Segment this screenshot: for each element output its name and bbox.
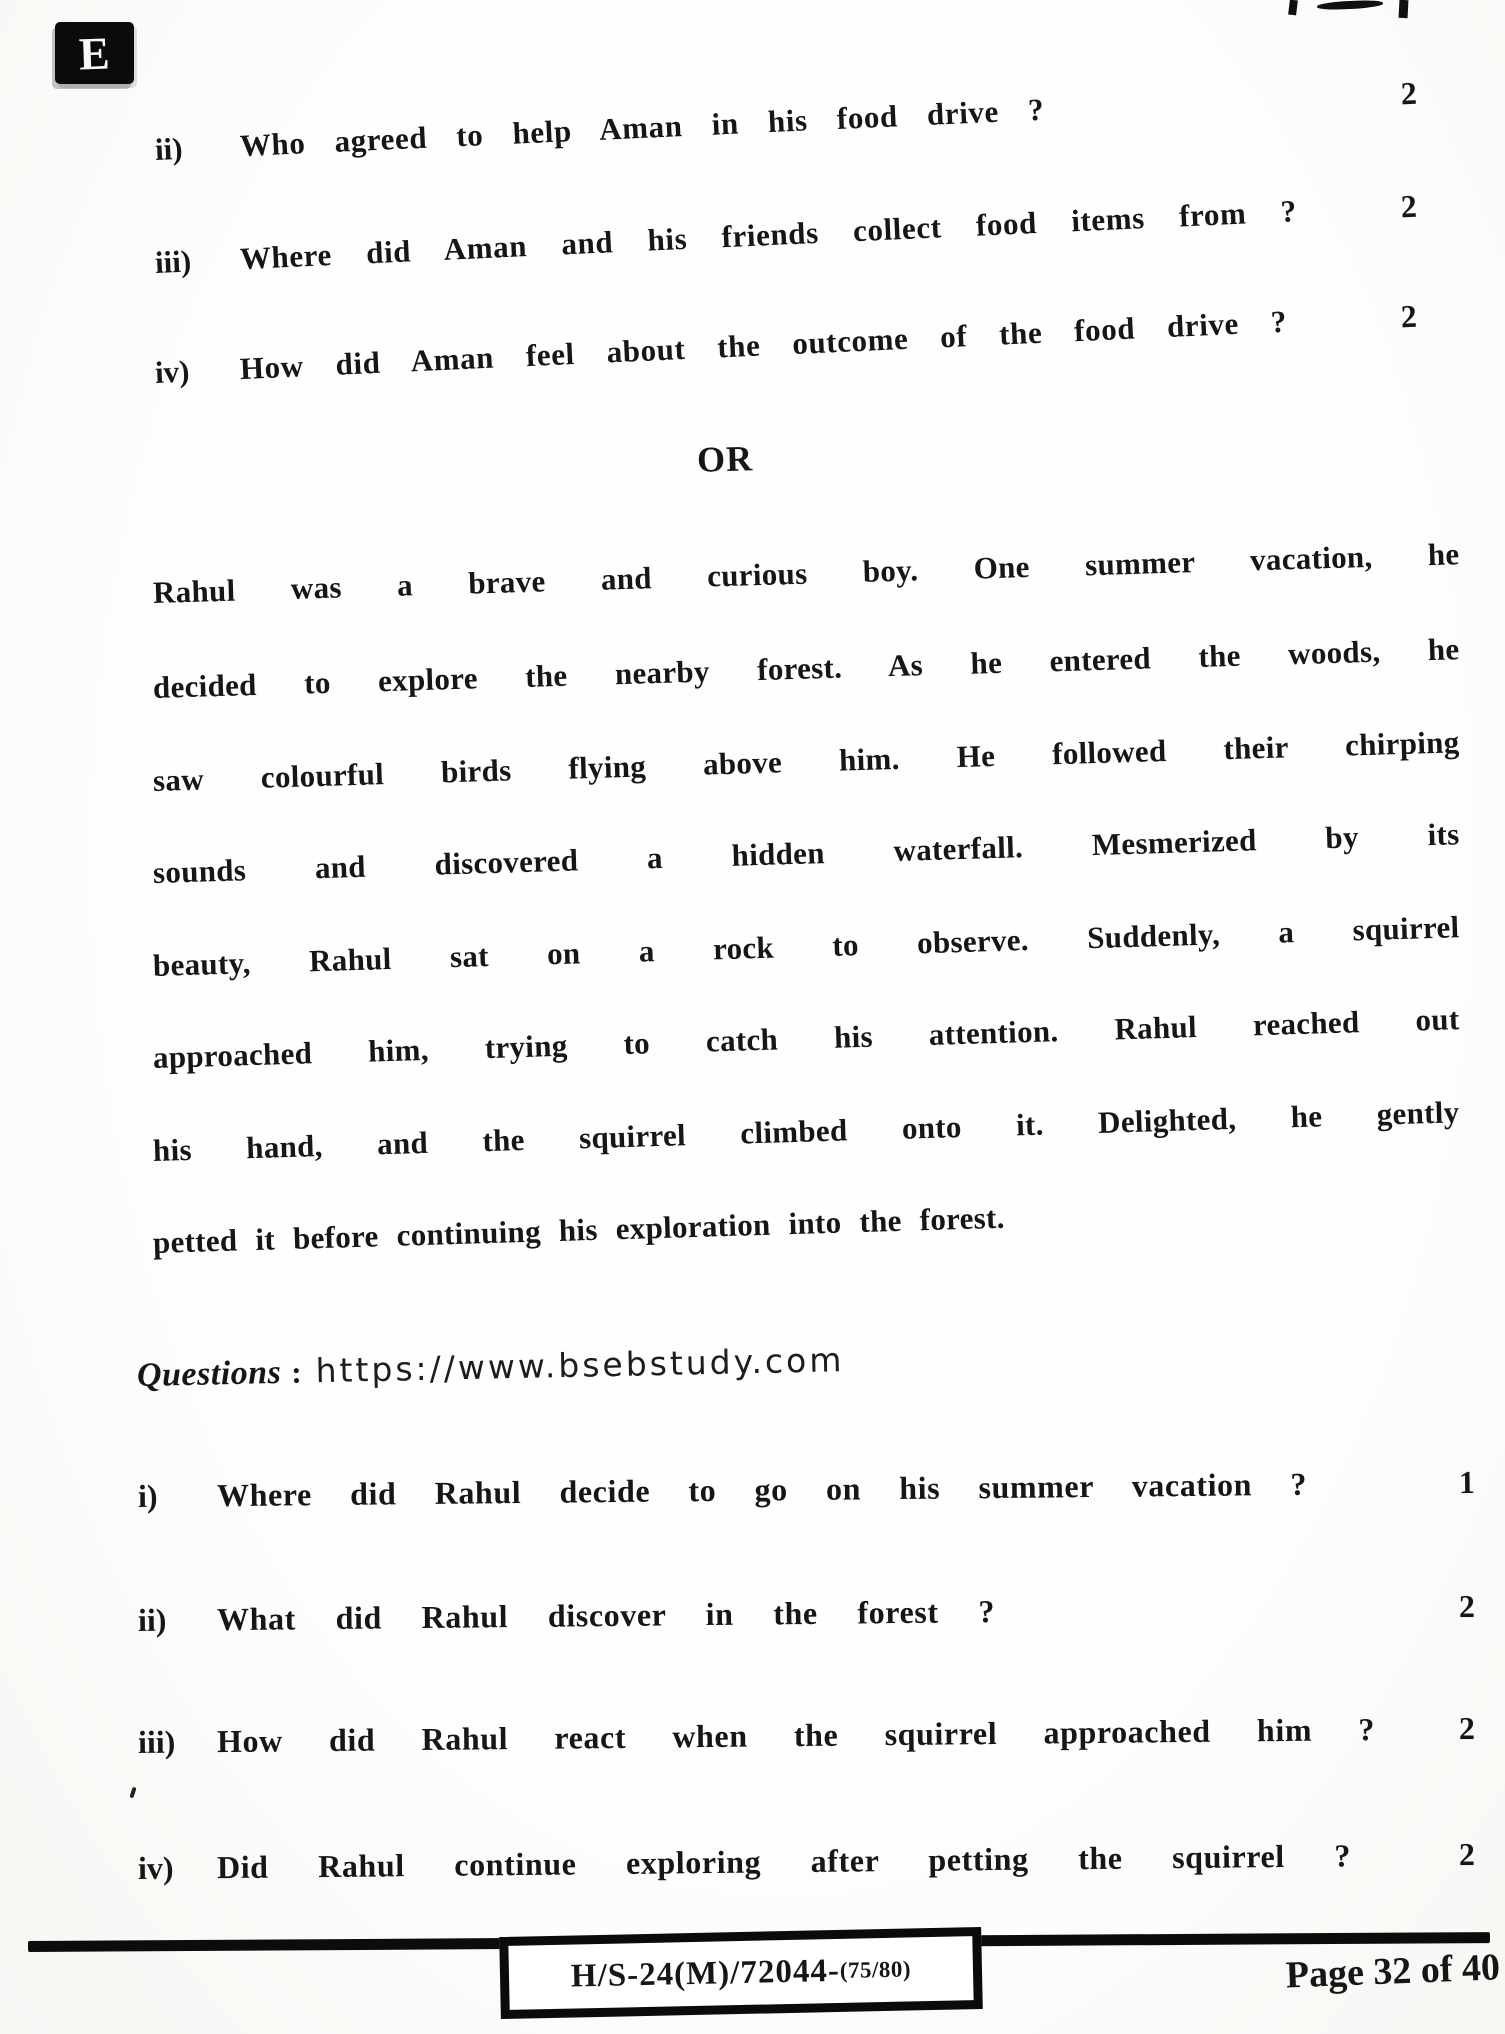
- corner-bracket-fragment-right: [1399, 0, 1409, 18]
- question-number: iii): [137, 1723, 176, 1760]
- question-number: iv): [154, 353, 191, 390]
- marks-value: 2: [1399, 74, 1418, 112]
- url-watermark: https://www.bsebstudy.com: [315, 1340, 845, 1391]
- questions-label: Questions: [136, 1353, 282, 1394]
- question-text: Where did Rahul decide to go on his summer vacation ?: [216, 1465, 1308, 1514]
- question-row: [138, 1460, 1475, 1518]
- question-row: [154, 184, 1418, 285]
- marks-value: 2: [1458, 1836, 1476, 1873]
- corner-bracket-fragment-middle: [1317, 0, 1383, 11]
- question-text: How did Rahul react when the squirrel approached him ?: [216, 1711, 1376, 1760]
- questions-colon: :: [290, 1354, 302, 1390]
- corner-bracket-fragment-left: [1288, 0, 1298, 15]
- marks-value: 1: [1458, 1464, 1476, 1501]
- section-badge-letter: E: [78, 26, 111, 80]
- question-text: Who agreed to help Aman in his food drive ?: [239, 91, 1045, 164]
- or-divider: OR: [696, 438, 754, 480]
- passage-line: saw colourful birds flying above him. He followed their chirping: [152, 724, 1460, 798]
- question-number: ii): [137, 1601, 167, 1638]
- question-text: Where did Aman and his friends collect food items from ?: [239, 193, 1298, 277]
- passage-line: Rahul was a brave and curious boy. One summer vacation, he: [152, 536, 1460, 610]
- question-row: [138, 1706, 1475, 1764]
- paper-code-box: [499, 1927, 983, 2019]
- question-number: iii): [154, 243, 192, 280]
- passage-line: decided to explore the nearby forest. As he entered the woods, he: [152, 631, 1460, 705]
- passage-line: sounds and discovered a hidden waterfall. Mesmerized by its: [152, 816, 1460, 890]
- marks-value: 2: [1458, 1710, 1476, 1747]
- question-row: [154, 71, 1418, 172]
- marks-value: 2: [1458, 1588, 1476, 1625]
- questions-heading: [137, 1337, 845, 1398]
- marks-value: 2: [1399, 297, 1418, 335]
- question-number: ii): [154, 130, 184, 167]
- passage-line: beauty, Rahul sat on a rock to observe. Suddenly, a squirrel: [152, 909, 1460, 983]
- question-row: [138, 1584, 1475, 1642]
- passage-line: his hand, and the squirrel climbed onto it. Delighted, he gently: [152, 1094, 1460, 1168]
- section-badge: [55, 22, 134, 84]
- question-text: What did Rahul discover in the forest ?: [216, 1593, 996, 1638]
- question-row: [138, 1832, 1475, 1890]
- question-text: Did Rahul continue exploring after petting the squirrel ?: [216, 1837, 1352, 1886]
- page-indicator: Page 32 of 40: [1285, 1946, 1501, 1997]
- question-row: [154, 294, 1418, 395]
- question-number: iv): [137, 1849, 174, 1886]
- paper-code: H/S-24(M)/72044-: [570, 1952, 841, 1995]
- passage-line: petted it before continuing his exploration into the forest.: [152, 1199, 1006, 1260]
- question-number: i): [137, 1477, 158, 1514]
- passage-line: approached him, trying to catch his attention. Rahul reached out: [152, 1001, 1460, 1075]
- question-text: How did Aman feel about the outcome of the food drive ?: [239, 303, 1288, 387]
- stray-ink-mark: [129, 1787, 136, 1799]
- marks-value: 2: [1399, 187, 1418, 225]
- paper-code-suffix: (75/80): [839, 1956, 912, 1983]
